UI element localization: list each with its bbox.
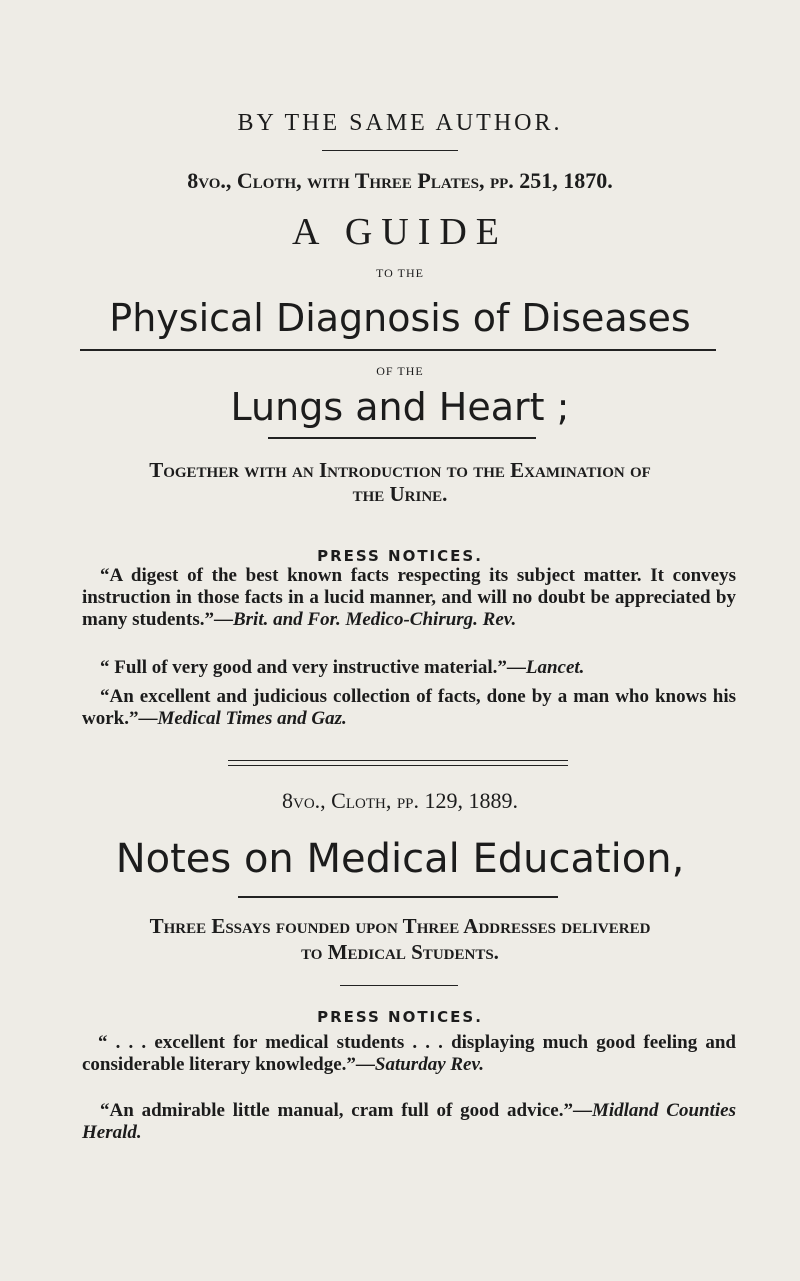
book1-title-line2: Physical Diagnosis of Diseases xyxy=(109,296,691,340)
book2-notice: “ . . . excellent for medical students . . . displaying much good feeling and considerable literary knowledge.”—Saturday Rev. xyxy=(82,1032,736,1075)
book1-subtitle-line1: Together with an Introduction to the Examination of xyxy=(149,458,651,482)
book1-notice: “An excellent and judicious collection of facts, done by a man who knows his work.”—Medical Times and Gaz. xyxy=(82,686,736,729)
book1-title-line3: Lungs and Heart ; xyxy=(230,385,570,429)
book1-edition: 8vo., Cloth, with Three Plates, pp. 251, 1870. xyxy=(187,168,613,193)
book1-title-line1: A GUIDE xyxy=(291,211,509,253)
double-rule-top xyxy=(228,760,568,761)
book1-notice: “ Full of very good and very instructive material.”—Lancet. xyxy=(100,657,585,678)
double-rule-bottom xyxy=(228,765,568,766)
book2-edition: 8vo., Cloth, pp. 129, 1889. xyxy=(281,788,518,813)
book1-of-the: OF THE xyxy=(376,364,424,378)
book1-to-the: TO THE xyxy=(376,266,424,280)
book2-title: Notes on Medical Education, xyxy=(115,836,685,882)
book1-notice: “A digest of the best known facts respecting its subject matter. It conveys instruction in those facts in a lucid manner, and will no doubt be appreciated by many students.”—Brit. and For. Medico-Chirurg. Rev. xyxy=(82,565,736,630)
divider-rule xyxy=(268,437,536,439)
book2-press-heading: PRESS NOTICES. xyxy=(317,1008,483,1026)
divider-rule xyxy=(340,985,458,986)
divider-rule xyxy=(80,349,716,351)
book1-press-heading: PRESS NOTICES. xyxy=(317,547,483,565)
divider-rule xyxy=(322,150,458,151)
book2-notice: “An admirable little manual, cram full of good advice.”—Midland Counties Herald. xyxy=(82,1100,736,1143)
book2-subtitle-line2: to Medical Students. xyxy=(301,940,499,964)
page-header: BY THE SAME AUTHOR. xyxy=(237,110,563,136)
divider-rule xyxy=(238,896,558,898)
book1-subtitle-line2: the Urine. xyxy=(352,482,448,506)
book2-subtitle-line1: Three Essays founded upon Three Addresses delivered xyxy=(149,914,651,938)
